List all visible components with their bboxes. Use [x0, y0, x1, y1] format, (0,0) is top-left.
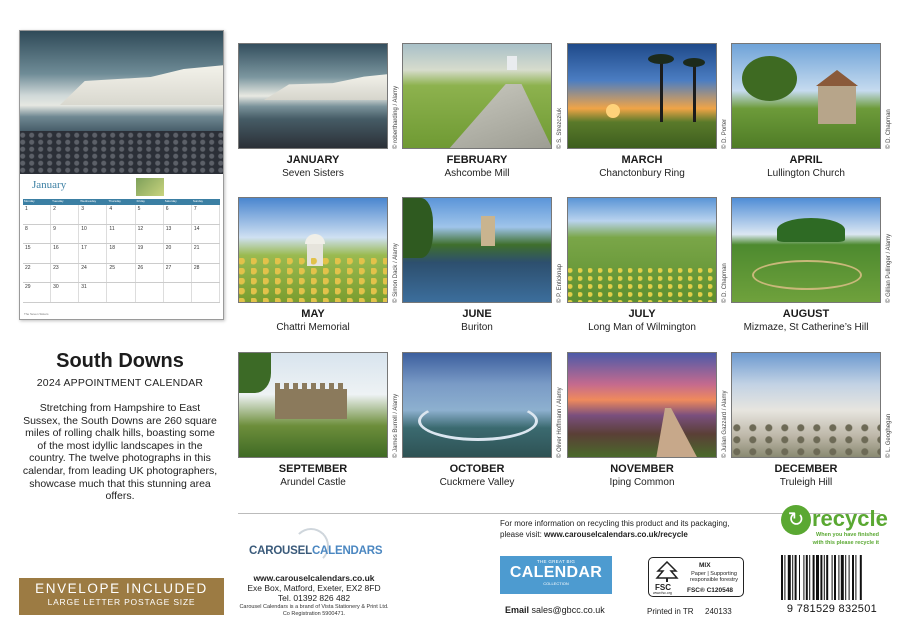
recycle-arrow-icon: ↻: [781, 505, 811, 535]
photo-credit: © James Burrell / Alamy: [393, 393, 399, 458]
day-cell: 24: [79, 264, 107, 283]
photo-credit: © Oliver Hoffmann / Alamy: [557, 387, 563, 458]
day-cell: 19: [136, 244, 164, 263]
month-location: Chanctonbury Ring: [599, 168, 685, 179]
fsc-mark: FSC: [655, 583, 671, 592]
calendar-subtitle: 2024 APPOINTMENT CALENDAR: [36, 377, 204, 389]
fsc-code: FSC® C120548: [687, 587, 733, 594]
product-code: 240133: [705, 607, 732, 616]
day-cell: [136, 283, 164, 302]
month-name: APRIL: [789, 154, 823, 166]
day-cell: [107, 283, 135, 302]
month-name: AUGUST: [782, 308, 830, 320]
photo-credit: © D. Chapman: [722, 263, 728, 303]
day-cell: 27: [164, 264, 192, 283]
envelope-banner: [19, 578, 224, 615]
cover-mini-calendar-prev: [168, 179, 192, 197]
month-photo: [567, 43, 717, 149]
month-may: [238, 197, 399, 333]
recycling-url-line: please visit: www.carouselcalendars.co.uk/recycle: [500, 530, 688, 539]
barcode: [780, 555, 882, 600]
day-cell: 28: [192, 264, 220, 283]
month-photo: [731, 43, 881, 149]
calendar-title: South Downs: [56, 350, 184, 372]
month-october: [402, 352, 563, 488]
contact-email: Email sales@gbcc.co.uk: [505, 605, 605, 615]
month-name: MAY: [301, 308, 325, 320]
month-location: Buriton: [461, 322, 493, 333]
recycle-wordmark: recycle: [812, 506, 888, 531]
month-december: [731, 352, 892, 488]
month-photo: [238, 197, 388, 303]
weekday: Sunday: [192, 199, 204, 203]
publisher-legal: Carousel Calendars is a brand of Vista Stationery & Print Ltd.: [239, 604, 389, 610]
month-june: [402, 197, 563, 333]
month-location: Seven Sisters: [282, 168, 344, 179]
photo-credit: © P. Enticknap: [557, 264, 563, 303]
day-cell: [192, 283, 220, 302]
day-cell: 2: [51, 205, 79, 224]
month-name: OCTOBER: [449, 463, 505, 475]
month-february: [402, 43, 563, 179]
weekday: Tuesday: [52, 199, 64, 203]
envelope-subtitle: LARGE LETTER POSTAGE SIZE: [47, 597, 196, 607]
day-cell: 4: [107, 205, 135, 224]
day-cell: 25: [107, 264, 135, 283]
recycling-info: For more information on recycling this product and its packaging,: [500, 519, 730, 528]
day-cell: 14: [192, 225, 220, 244]
month-photo: [238, 352, 388, 458]
cover-mini-calendar-next: [196, 179, 220, 197]
gbc-collection: COLLECTION: [543, 581, 569, 586]
day-cell: 26: [136, 264, 164, 283]
month-august: [731, 197, 892, 333]
week-row: [23, 205, 220, 225]
month-name: JANUARY: [286, 154, 340, 166]
day-cell: 17: [79, 244, 107, 263]
weekday: Thursday: [108, 199, 121, 203]
month-location: Lullington Church: [767, 168, 845, 179]
barcode-number: 9 781529 832501: [786, 603, 878, 615]
month-name: JUNE: [462, 308, 492, 320]
photo-credit: © Gillian Pullinger / Alamy: [886, 233, 892, 303]
week-row: [23, 225, 220, 245]
month-location: Long Man of Wilmington: [588, 322, 696, 333]
printed-in: Printed in TR: [647, 607, 694, 616]
cover-preview: [19, 30, 224, 320]
envelope-title: ENVELOPE INCLUDED: [35, 581, 208, 596]
cover-thumbnail: [136, 178, 164, 196]
day-cell: 12: [136, 225, 164, 244]
day-cell: 31: [79, 283, 107, 302]
month-name: DECEMBER: [774, 463, 838, 475]
day-cell: 21: [192, 244, 220, 263]
month-name: MARCH: [621, 154, 663, 166]
day-cell: 23: [51, 264, 79, 283]
gbc-wordmark: CALENDAR: [509, 564, 603, 581]
month-july: [567, 197, 728, 333]
weekday: Friday: [136, 199, 145, 203]
day-cell: 22: [23, 264, 51, 283]
photo-credit: © Julian Gazzard / Alamy: [722, 390, 728, 458]
month-location: Iping Common: [609, 477, 675, 488]
month-location: Ashcombe Mill: [444, 168, 510, 179]
month-september: [238, 352, 399, 488]
month-january: [238, 43, 399, 179]
month-photo: [402, 352, 552, 458]
photo-credit: © S. Strezcziuk: [557, 107, 563, 149]
day-cell: 9: [51, 225, 79, 244]
weekday: Wednesday: [80, 199, 97, 203]
day-cell: 11: [107, 225, 135, 244]
month-photo: [238, 43, 388, 149]
day-cell: 6: [164, 205, 192, 224]
month-name: FEBRUARY: [446, 154, 508, 166]
great-big-calendar-logo: [500, 556, 612, 594]
weekday: Monday: [24, 199, 35, 203]
carousel-calendars-logo: [245, 528, 383, 568]
day-cell: 16: [51, 244, 79, 263]
photo-credit: © D. Porter: [722, 118, 728, 149]
publisher-website: www.carouselcalendars.co.uk: [253, 573, 375, 583]
day-cell: 18: [107, 244, 135, 263]
calendar-description: Stretching from Hampshire to East Sussex, the South Downs are 260 square miles of rolling chalk hills, boasting some of the most idyllic landscapes in the country. The twelve photographs in this calendar, from leading UK photographers, showcase much that this stunning area offers.: [22, 402, 218, 503]
day-cell: 3: [79, 205, 107, 224]
month-photo: [731, 197, 881, 303]
month-photo: [567, 197, 717, 303]
month-photo: [402, 43, 552, 149]
photo-credit: © L. Geoghegan: [886, 413, 892, 458]
fsc-mix: MIX: [699, 562, 711, 569]
cover-calendar-grid: [23, 199, 220, 303]
logo-wordmark: CAROUSELCALENDARS: [249, 545, 383, 557]
month-location: Cuckmere Valley: [439, 477, 515, 488]
day-cell: 5: [136, 205, 164, 224]
day-cell: 10: [79, 225, 107, 244]
month-location: Arundel Castle: [280, 477, 346, 488]
fsc-tree-icon: [655, 561, 679, 583]
day-cell: 1: [23, 205, 51, 224]
month-name: JULY: [628, 308, 656, 320]
day-cell: [164, 283, 192, 302]
month-name: NOVEMBER: [610, 463, 674, 475]
fsc-label: [648, 557, 744, 597]
fsc-paper-text: Paper | Supporting responsible forestry: [690, 571, 738, 583]
cover-photo: [20, 31, 223, 174]
month-march: [567, 43, 728, 179]
month-photo: [731, 352, 881, 458]
month-location: Chattri Memorial: [276, 322, 350, 333]
cover-month-label: January: [32, 179, 67, 191]
week-row: [23, 264, 220, 284]
recycle-note: When you have finished: [816, 532, 879, 538]
day-cell: 15: [23, 244, 51, 263]
publisher-address: Exe Box, Matford, Exeter, EX2 8FD: [247, 583, 381, 593]
publisher-phone: Tel. 01392 826 482: [277, 593, 351, 603]
week-row: [23, 244, 220, 264]
photo-credit: © Simon Dack / Alamy: [393, 243, 399, 303]
publisher-registration: Co Registration 5900471.: [282, 611, 346, 617]
month-photo: [567, 352, 717, 458]
month-photo: [402, 197, 552, 303]
month-name: SEPTEMBER: [278, 463, 348, 475]
week-row: [23, 283, 220, 303]
photo-credit: © D. Chapman: [886, 109, 892, 149]
gbc-tagline: THE GREAT BIG: [536, 559, 576, 564]
recycle-note: with this please recycle it: [812, 540, 879, 546]
month-november: [567, 352, 728, 488]
day-cell: 8: [23, 225, 51, 244]
day-cell: 7: [192, 205, 220, 224]
day-cell: 20: [164, 244, 192, 263]
day-cell: 13: [164, 225, 192, 244]
day-cell: 29: [23, 283, 51, 302]
weekday: Saturday: [164, 199, 177, 203]
photo-credit: © robertharding / Alamy: [393, 85, 399, 149]
month-location: Truleigh Hill: [779, 477, 833, 488]
month-location: Mizmaze, St Catherine’s Hill: [743, 322, 869, 333]
day-cell: 30: [51, 283, 79, 302]
cover-footer-caption: The Seven Sisters: [24, 312, 49, 316]
fsc-website: www.fsc.org: [653, 591, 672, 595]
month-april: [731, 43, 892, 179]
